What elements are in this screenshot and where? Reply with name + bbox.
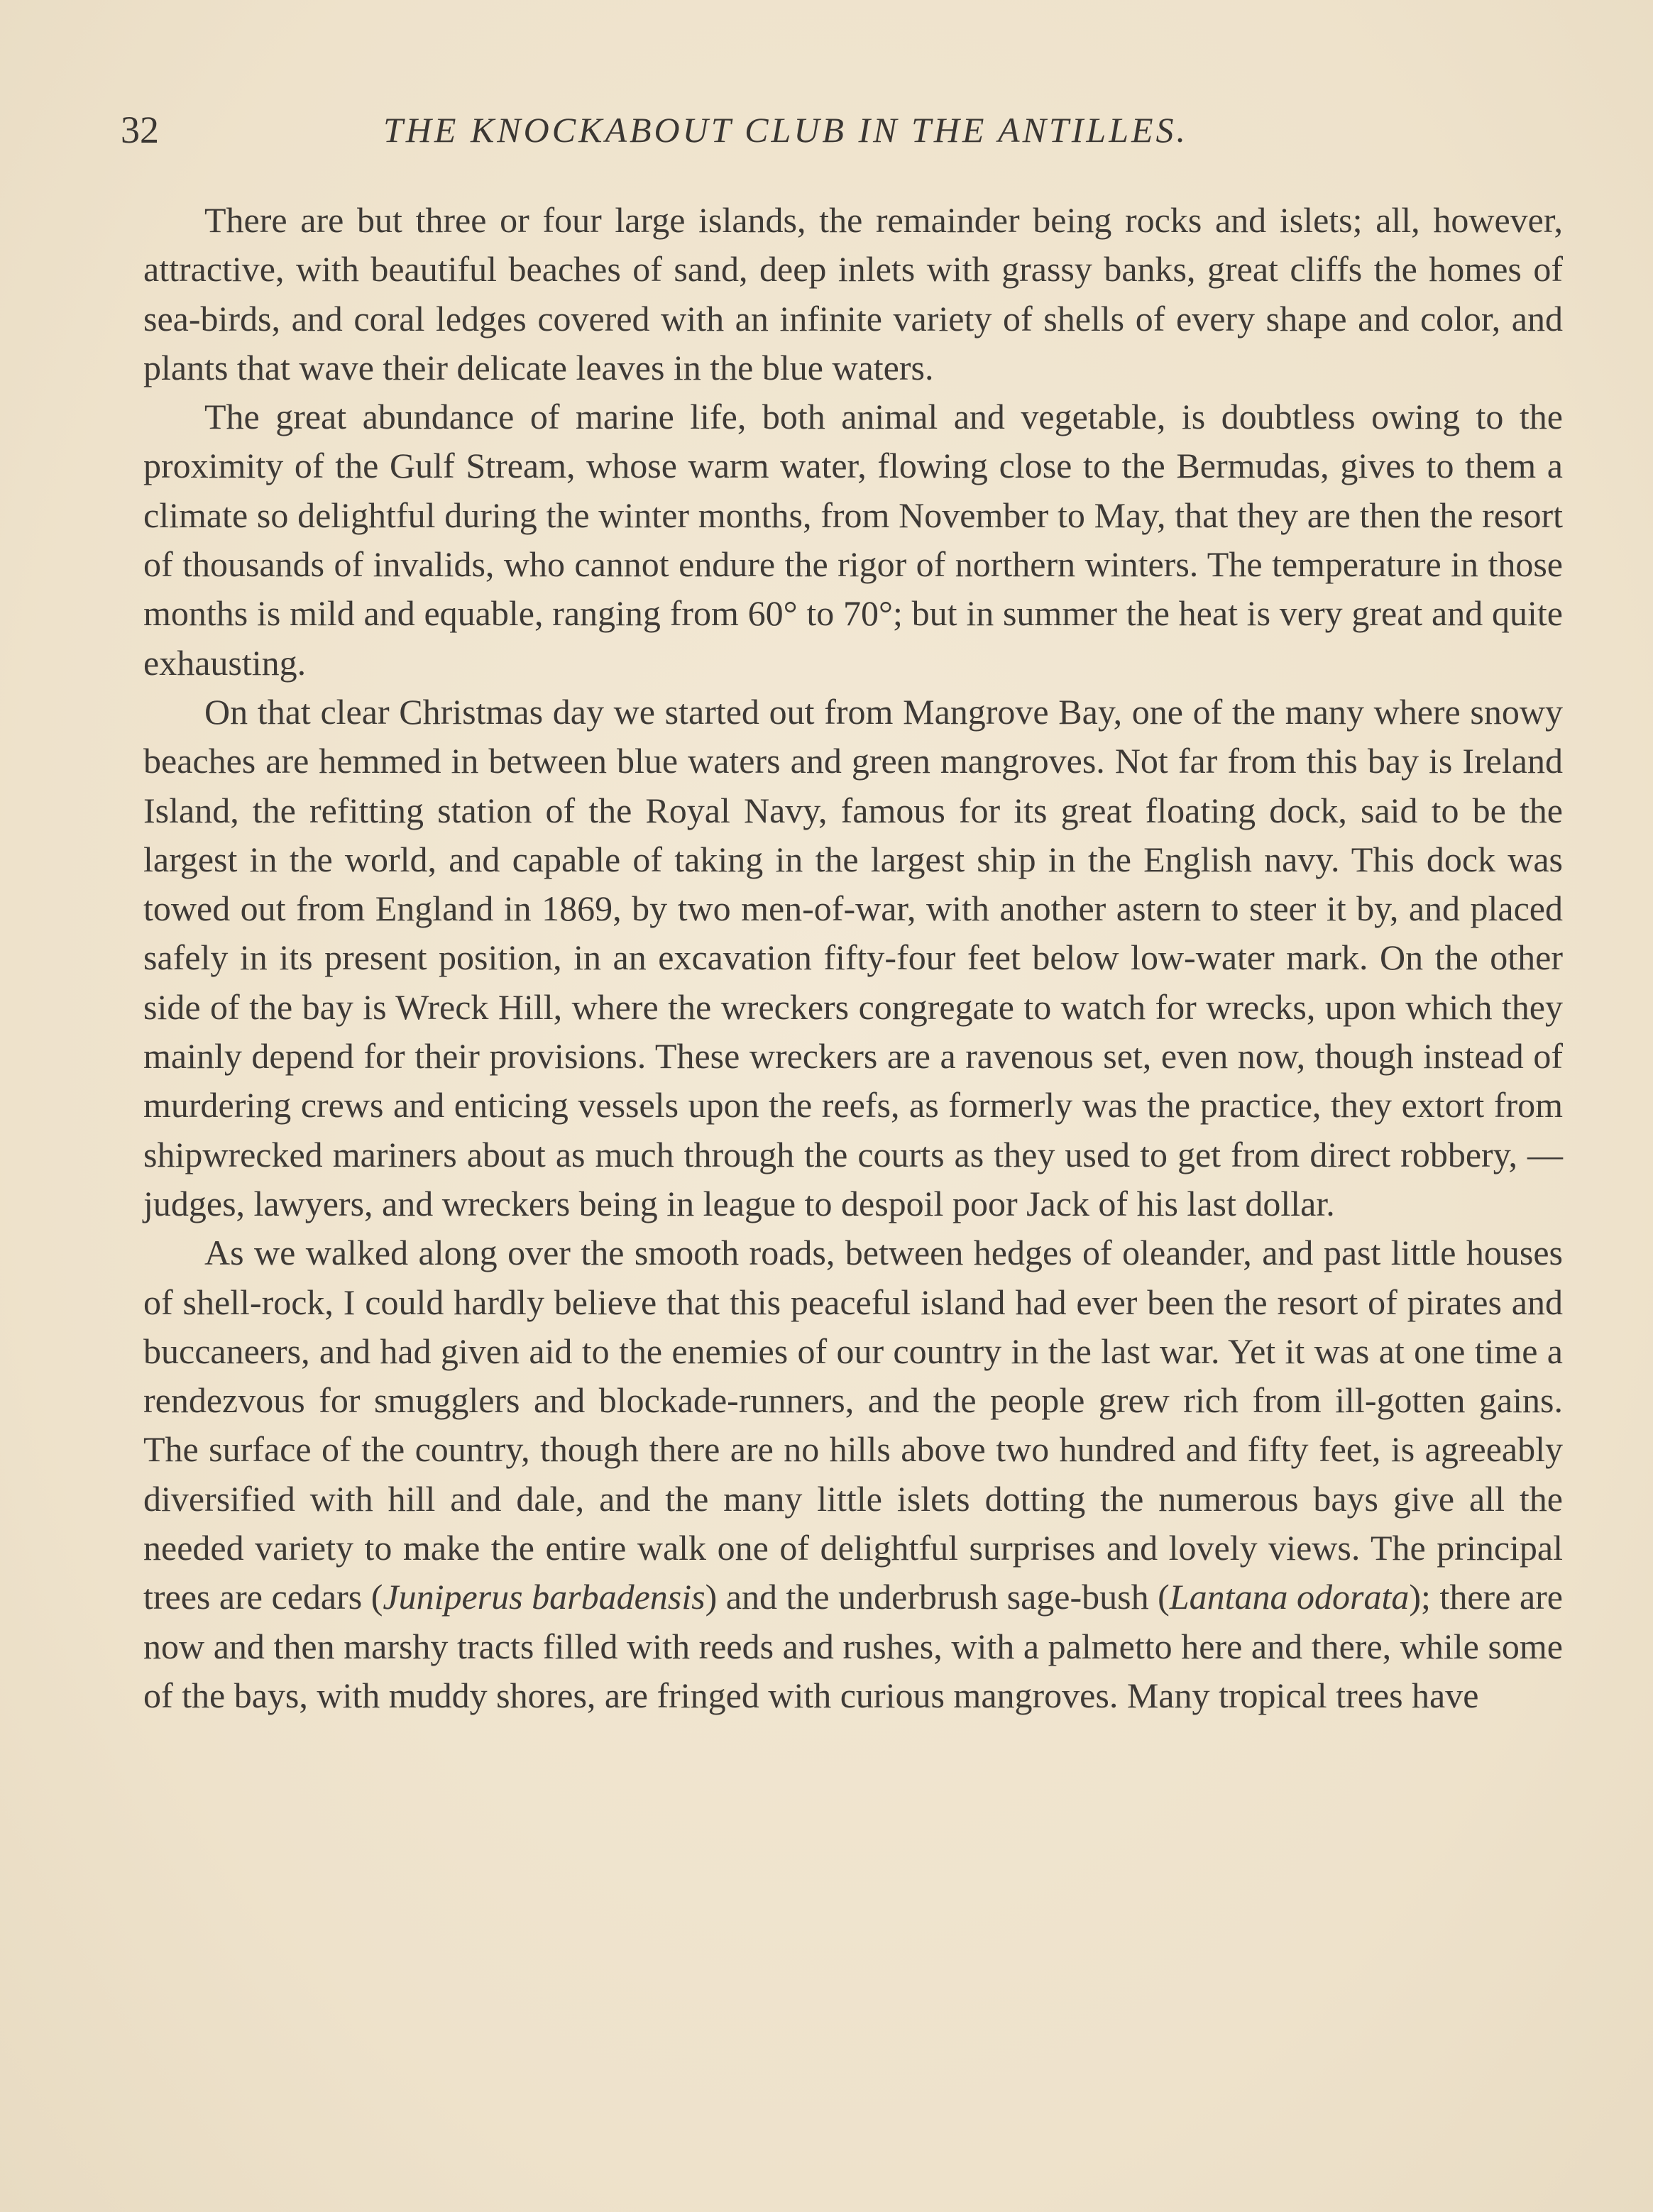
paragraph-4 <box>143 1228 1563 1720</box>
page-header <box>121 105 1540 155</box>
page-number: 32 <box>121 109 159 151</box>
scientific-name-juniperus: Juniperus barbadensis <box>383 1577 705 1617</box>
paragraph-1: There are but three or four large islands, the remainder being rocks and islets; all, however, attractive, with beautiful beaches of sand, deep inlets with grassy banks, great cliffs the homes of sea-birds, and coral ledges covered with an infinite variety of shells of every shape and color, and plants that wave their delicate leaves in the blue waters. <box>143 200 1563 387</box>
paragraph-3: On that clear Christmas day we started out from Mangrove Bay, one of the many where snowy beaches are hemmed in between blue waters and green mangroves. Not far from this bay is Ireland Island, the refitting station of the Royal Navy, famous for its great floating dock, said to be the largest in the world, and capable of taking in the largest ship in the English navy. This dock was towed out from England in 1869, by two men-of-war, with another astern to steer it by, and placed safely in its present position, in an excavation fifty-four feet below low-water mark. On the other side of the bay is Wreck Hill, where the wreckers congregate to watch for wrecks, upon which they mainly depend for their provisions. These wreckers are a ravenous set, even now, though instead of murdering crews and enticing vessels upon the reefs, as formerly was the practice, they extort from shipwrecked mariners about as much through the courts as they used to get from direct robbery, — judges, lawyers, and wreckers being in league to despoil poor Jack of his last dollar. <box>143 691 1563 1223</box>
paragraph-4-text-before: As we walked along over the smooth roads, between hedges of oleander, and past little houses of shell-rock, I could hardly believe that this peaceful island had ever been the resort of pirates and buccaneers, and had given aid to the enemies of our country in the last war. Yet it was at one time a rendezvous for smugglers and blockade-runners, and the people grew rich from ill-gotten gains. The surface of the country, though there are no hills above two hundred and fifty feet, is agreeably diversified with hill and dale, and the many little islets dotting the numerous bays give all the needed variety to make the entire walk one of delightful surprises and lovely views. The principal trees are cedars ( <box>143 1233 1563 1617</box>
paragraph-4-text-after: ); there are now and then marshy tracts filled with reeds and rushes, with a palmetto here and there, while some of the bays, with muddy shores, are fringed with curious mangroves. Many tropical trees have <box>143 1577 1563 1715</box>
paragraph-4-text-middle: ) and the underbrush sage-bush ( <box>705 1577 1170 1617</box>
scientific-name-lantana: Lantana odorata <box>1169 1577 1410 1617</box>
body-text <box>143 196 1563 1720</box>
paragraph-2: The great abundance of marine life, both animal and vegetable, is doubtless owing to the proximity of the Gulf Stream, whose warm water, flowing close to the Bermudas, gives to them a climate so delightful during the winter months, from November to May, that they are then the resort of thousands of invalids, who cannot endure the rigor of northern winters. The temperature in those months is mild and equable, ranging from 60° to 70°; but in summer the heat is very great and quite exhausting. <box>143 397 1563 683</box>
running-title: THE KNOCKABOUT CLUB IN THE ANTILLES. <box>383 110 1189 150</box>
